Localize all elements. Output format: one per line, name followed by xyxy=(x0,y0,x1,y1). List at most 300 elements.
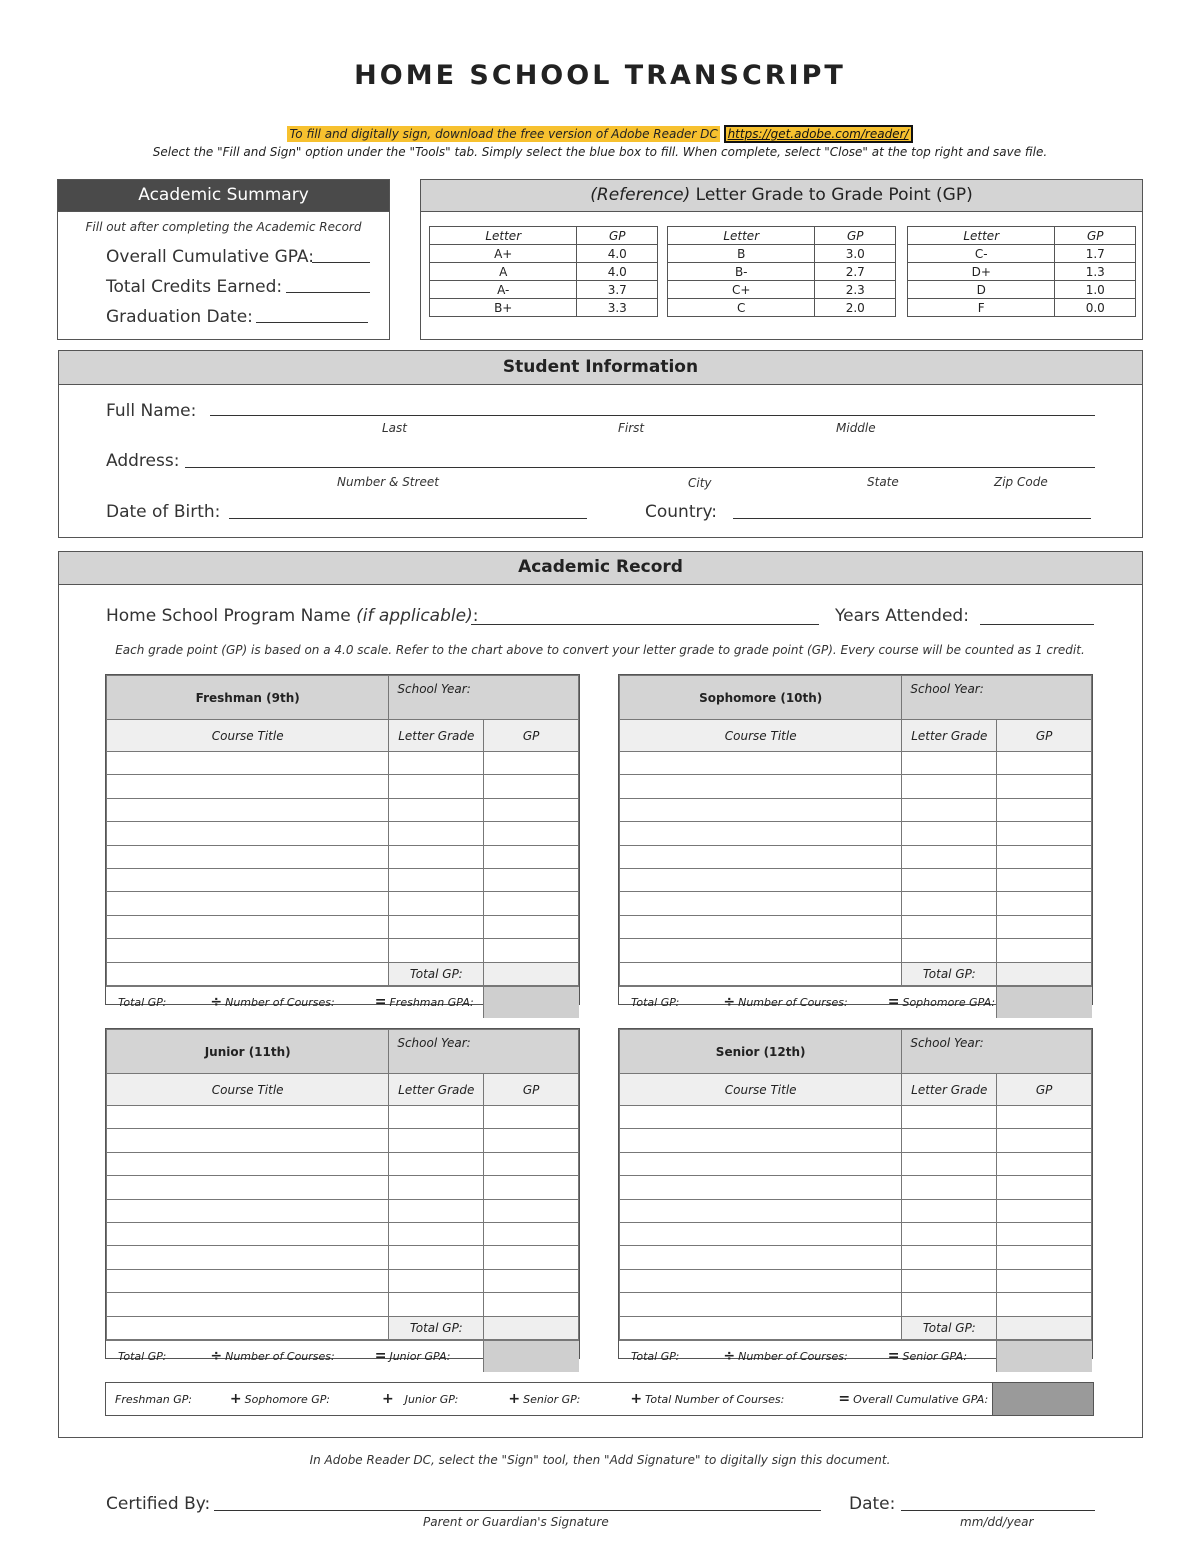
program-field[interactable] xyxy=(471,624,819,625)
year-table xyxy=(618,674,1093,1011)
table-row xyxy=(908,245,1136,263)
gp-header: GP xyxy=(997,1074,1092,1106)
letter-grade-cell[interactable] xyxy=(902,1199,997,1222)
table-row xyxy=(668,263,896,281)
school-year-field[interactable] xyxy=(389,1030,579,1074)
gp-cell[interactable] xyxy=(484,939,579,962)
letter-grade-cell[interactable] xyxy=(902,1293,997,1316)
divide-icon: ÷ xyxy=(210,994,223,1011)
reference-header xyxy=(421,180,1142,212)
graduation-label: Graduation Date: xyxy=(106,307,253,327)
course-title-cell[interactable] xyxy=(620,1269,902,1292)
course-title-cell[interactable] xyxy=(107,1176,389,1199)
table-row xyxy=(668,299,896,317)
school-year-label: School Year: xyxy=(397,1036,471,1050)
table-row xyxy=(620,822,1092,845)
gp-cell[interactable] xyxy=(484,822,579,845)
gp-cell[interactable] xyxy=(484,1199,579,1222)
cum-total-courses-label: Total Number of Courses: xyxy=(645,1392,785,1406)
letter-grade-cell[interactable] xyxy=(902,798,997,821)
table-row xyxy=(620,1269,1092,1292)
gp-cell[interactable] xyxy=(997,822,1092,845)
letter-grade-cell[interactable] xyxy=(389,1152,484,1175)
table-row xyxy=(908,263,1136,281)
year-table xyxy=(105,674,580,1011)
table-row xyxy=(620,1129,1092,1152)
street-sub: Number & Street xyxy=(337,475,439,489)
total-gp-label: Total GP: xyxy=(389,1316,484,1339)
gp-cell[interactable] xyxy=(484,1293,579,1316)
letter-grade-cell[interactable] xyxy=(902,1269,997,1292)
address-field[interactable] xyxy=(185,467,1095,468)
year-gpa-label: Sophomore GPA: xyxy=(902,995,996,1009)
gp-header: GP xyxy=(997,720,1092,752)
divide-icon: ÷ xyxy=(210,1348,223,1365)
program-label-colon: : xyxy=(472,606,479,626)
letter-grade-cell[interactable] xyxy=(902,939,997,962)
school-year-label: School Year: xyxy=(397,682,471,696)
year-gpa-label: Freshman GPA: xyxy=(389,995,474,1009)
course-title-cell[interactable] xyxy=(620,798,902,821)
gp-cell: 3.7 xyxy=(577,281,658,299)
gp-cell[interactable] xyxy=(997,798,1092,821)
gp-cell: 0.0 xyxy=(1055,299,1136,317)
blank-cell xyxy=(107,1316,389,1339)
gp-cell[interactable] xyxy=(997,1269,1092,1292)
gpa-label: Overall Cumulative GPA: xyxy=(106,247,314,267)
letter-grade-cell[interactable] xyxy=(902,1129,997,1152)
gp-cell[interactable] xyxy=(484,1176,579,1199)
letter-grade-cell[interactable] xyxy=(902,892,997,915)
overall-gpa-field[interactable] xyxy=(992,1383,1093,1415)
course-title-cell[interactable] xyxy=(107,822,389,845)
credits-field[interactable] xyxy=(286,292,370,293)
course-title-cell[interactable] xyxy=(107,1222,389,1245)
table-row xyxy=(107,798,579,821)
gp-cell[interactable] xyxy=(484,1106,579,1129)
course-title-cell[interactable] xyxy=(620,1176,902,1199)
course-title-cell[interactable] xyxy=(107,939,389,962)
total-gp-label: Total GP: xyxy=(389,962,484,985)
total-gp-label: Total GP: xyxy=(902,962,997,985)
course-title-cell[interactable] xyxy=(620,1199,902,1222)
year-gpa-label: Junior GPA: xyxy=(389,1349,451,1363)
table-row xyxy=(107,752,579,775)
academic-summary-box xyxy=(57,179,390,340)
cumulative-row xyxy=(105,1382,1094,1416)
school-year-field[interactable] xyxy=(902,1030,1092,1074)
gp-cell[interactable] xyxy=(484,868,579,891)
gp-cell[interactable] xyxy=(997,1152,1092,1175)
table-row xyxy=(107,822,579,845)
signature-note: In Adobe Reader DC, select the "Sign" tool, then "Add Signature" to digitally sign this document. xyxy=(309,1453,891,1467)
course-title-cell[interactable] xyxy=(107,845,389,868)
gp-cell: 2.3 xyxy=(815,281,896,299)
course-title-cell[interactable] xyxy=(620,1222,902,1245)
gp-col-header: GP xyxy=(577,227,658,245)
letter-grade-cell[interactable] xyxy=(902,775,997,798)
course-title-cell[interactable] xyxy=(107,915,389,938)
cum-freshman-label: Freshman GP: xyxy=(115,1392,192,1406)
gp-cell[interactable] xyxy=(997,1199,1092,1222)
year-name: Sophomore (10th) xyxy=(620,676,902,720)
course-title-cell[interactable] xyxy=(620,775,902,798)
gp-cell: 4.0 xyxy=(577,245,658,263)
letter-grade-header: Letter Grade xyxy=(902,1074,997,1106)
letter-grade-cell[interactable] xyxy=(389,752,484,775)
table-row xyxy=(107,1199,579,1222)
gp-cell[interactable] xyxy=(997,1246,1092,1269)
grade-point-note: Each grade point (GP) is based on a 4.0 scale. Refer to the chart above to convert your letter grade to grade point (GP). Every course will be counted as 1 credit. xyxy=(115,643,1085,657)
course-title-cell[interactable] xyxy=(620,915,902,938)
program-label xyxy=(106,606,478,626)
gp-cell[interactable] xyxy=(997,892,1092,915)
year-gpa-field[interactable] xyxy=(483,987,579,1018)
course-title-header: Course Title xyxy=(620,1074,902,1106)
letter-grade-cell[interactable] xyxy=(902,1106,997,1129)
table-row xyxy=(620,845,1092,868)
cum-senior-label: Senior GP: xyxy=(523,1392,581,1406)
adobe-reader-link[interactable]: https://get.adobe.com/reader/ xyxy=(724,125,913,143)
letter-cell: A- xyxy=(430,281,577,299)
gp-cell[interactable] xyxy=(997,1222,1092,1245)
letter-grade-cell[interactable] xyxy=(389,1246,484,1269)
year-name: Senior (12th) xyxy=(620,1030,902,1074)
table-row xyxy=(430,263,658,281)
total-gp-row xyxy=(107,962,579,985)
table-row xyxy=(668,245,896,263)
date-field[interactable] xyxy=(901,1510,1095,1511)
letter-grade-cell[interactable] xyxy=(389,915,484,938)
letter-cell: D xyxy=(908,281,1055,299)
school-year-label: School Year: xyxy=(910,682,984,696)
student-info-header: Student Information xyxy=(59,351,1142,385)
years-attended-field[interactable] xyxy=(980,624,1094,625)
letter-grade-header: Letter Grade xyxy=(389,720,484,752)
table-row xyxy=(620,939,1092,962)
reference-header-italic: (Reference) xyxy=(590,185,691,205)
instructions-line-2: Select the "Fill and Sign" option under the "Tools" tab. Simply select the blue box to fill. When complete, select "Close" at the top right and save file. xyxy=(152,145,1048,159)
table-row xyxy=(620,775,1092,798)
letter-grade-cell[interactable] xyxy=(389,1129,484,1152)
table-row xyxy=(620,1293,1092,1316)
total-gp-field[interactable] xyxy=(484,962,579,985)
table-row xyxy=(908,281,1136,299)
address-label: Address: xyxy=(106,451,180,471)
table-row xyxy=(107,1152,579,1175)
table-row xyxy=(620,1152,1092,1175)
year-gpa-field[interactable] xyxy=(996,1341,1092,1372)
program-label-text: Home School Program Name xyxy=(106,606,351,626)
course-title-cell[interactable] xyxy=(620,1152,902,1175)
letter-cell: F xyxy=(908,299,1055,317)
gp-cell[interactable] xyxy=(484,798,579,821)
letter-grade-cell[interactable] xyxy=(902,822,997,845)
letter-grade-cell[interactable] xyxy=(902,1246,997,1269)
middle-sub: Middle xyxy=(836,421,876,435)
country-field[interactable] xyxy=(733,518,1091,519)
year-gpa-row xyxy=(106,1340,579,1372)
year-gpa-field[interactable] xyxy=(996,987,1092,1018)
year-gpa-row xyxy=(619,1340,1092,1372)
course-title-cell[interactable] xyxy=(620,1293,902,1316)
year-table xyxy=(105,1028,580,1365)
table-row xyxy=(668,281,896,299)
table-row xyxy=(107,939,579,962)
school-year-label: School Year: xyxy=(910,1036,984,1050)
table-row xyxy=(107,1246,579,1269)
course-title-cell[interactable] xyxy=(620,822,902,845)
gp-cell: 2.7 xyxy=(815,263,896,281)
gp-cell[interactable] xyxy=(484,915,579,938)
table-row xyxy=(620,1176,1092,1199)
total-gp-row xyxy=(620,1316,1092,1339)
letter-grade-cell[interactable] xyxy=(902,845,997,868)
gp-cell: 3.3 xyxy=(577,299,658,317)
gp-cell[interactable] xyxy=(484,845,579,868)
course-title-cell[interactable] xyxy=(107,1129,389,1152)
academic-summary-note: Fill out after completing the Academic Record xyxy=(85,220,362,234)
gp-col-header: GP xyxy=(1055,227,1136,245)
gp-cell[interactable] xyxy=(997,1106,1092,1129)
letter-grade-cell[interactable] xyxy=(389,1176,484,1199)
course-title-cell[interactable] xyxy=(620,892,902,915)
course-title-cell[interactable] xyxy=(107,1106,389,1129)
page-title: HOME SCHOOL TRANSCRIPT xyxy=(354,60,846,91)
country-label: Country: xyxy=(645,502,718,522)
course-title-cell[interactable] xyxy=(107,892,389,915)
gp-cell[interactable] xyxy=(484,892,579,915)
gp-cell[interactable] xyxy=(997,1129,1092,1152)
school-year-field[interactable] xyxy=(389,676,579,720)
course-title-cell[interactable] xyxy=(107,1246,389,1269)
gp-cell: 4.0 xyxy=(577,263,658,281)
total-gp-label: Total GP: xyxy=(902,1316,997,1339)
course-title-cell[interactable] xyxy=(620,868,902,891)
letter-cell: A+ xyxy=(430,245,577,263)
dob-field[interactable] xyxy=(229,518,587,519)
letter-grade-cell[interactable] xyxy=(389,798,484,821)
grade-reference-table xyxy=(667,226,896,317)
letter-grade-cell[interactable] xyxy=(389,775,484,798)
gp-cell[interactable] xyxy=(997,775,1092,798)
letter-cell: D+ xyxy=(908,263,1055,281)
table-row xyxy=(430,299,658,317)
letter-grade-cell[interactable] xyxy=(389,939,484,962)
gp-cell[interactable] xyxy=(484,1129,579,1152)
letter-grade-cell[interactable] xyxy=(902,1222,997,1245)
letter-grade-cell[interactable] xyxy=(389,1106,484,1129)
year-gpa-row xyxy=(106,986,579,1018)
table-row xyxy=(107,1222,579,1245)
number-of-courses-label: Number of Courses: xyxy=(738,995,848,1009)
table-row xyxy=(620,1222,1092,1245)
instructions-text: To fill and digitally sign, download the free version of Adobe Reader DC xyxy=(289,127,718,141)
total-gp-row xyxy=(107,1316,579,1339)
plus-icon: + xyxy=(381,1391,394,1407)
table-row xyxy=(620,1106,1092,1129)
date-sub: mm/dd/year xyxy=(960,1515,1034,1529)
letter-grade-cell[interactable] xyxy=(389,892,484,915)
year-gpa-label: Senior GPA: xyxy=(902,1349,968,1363)
year-gpa-field[interactable] xyxy=(483,1341,579,1372)
foot-total-gp-label: Total GP: xyxy=(631,1349,680,1363)
reference-header-text: Letter Grade to Grade Point (GP) xyxy=(695,185,973,205)
gp-cell[interactable] xyxy=(484,1269,579,1292)
academic-record-header: Academic Record xyxy=(59,552,1142,585)
course-title-cell[interactable] xyxy=(620,1129,902,1152)
grade-reference-table xyxy=(429,226,658,317)
letter-grade-cell[interactable] xyxy=(902,868,997,891)
foot-total-gp-label: Total GP: xyxy=(118,1349,167,1363)
gp-cell[interactable] xyxy=(997,845,1092,868)
gp-col-header: GP xyxy=(815,227,896,245)
letter-cell: B- xyxy=(668,263,815,281)
letter-grade-cell[interactable] xyxy=(389,1269,484,1292)
cum-sophomore-label: Sophomore GP: xyxy=(244,1392,330,1406)
gp-cell[interactable] xyxy=(997,752,1092,775)
table-row xyxy=(620,915,1092,938)
grade-reference-table xyxy=(907,226,1136,317)
plus-icon: + xyxy=(508,1391,521,1407)
instructions-line-1 xyxy=(0,127,1200,141)
letter-grade-cell[interactable] xyxy=(902,1152,997,1175)
table-row xyxy=(107,1293,579,1316)
equals-icon: = xyxy=(374,1348,387,1365)
letter-grade-cell[interactable] xyxy=(902,752,997,775)
course-title-cell[interactable] xyxy=(620,1246,902,1269)
table-row xyxy=(107,775,579,798)
cum-junior-label: Junior GP: xyxy=(404,1392,459,1406)
year-table xyxy=(618,1028,1093,1365)
signature-sub: Parent or Guardian's Signature xyxy=(423,1515,609,1529)
equals-icon: = xyxy=(887,994,900,1011)
table-row xyxy=(620,892,1092,915)
gp-cell: 1.0 xyxy=(1055,281,1136,299)
blank-cell xyxy=(107,962,389,985)
course-title-cell[interactable] xyxy=(107,1269,389,1292)
year-name: Junior (11th) xyxy=(107,1030,389,1074)
date-label: Date: xyxy=(849,1494,896,1514)
gp-cell[interactable] xyxy=(484,775,579,798)
first-sub: First xyxy=(618,421,645,435)
certified-label: Certified By: xyxy=(106,1494,211,1514)
full-name-label: Full Name: xyxy=(106,401,197,421)
letter-cell: B xyxy=(668,245,815,263)
letter-grade-cell[interactable] xyxy=(902,915,997,938)
table-row xyxy=(620,1199,1092,1222)
gp-cell[interactable] xyxy=(997,1176,1092,1199)
gp-cell[interactable] xyxy=(997,915,1092,938)
gp-cell[interactable] xyxy=(997,1293,1092,1316)
total-gp-field[interactable] xyxy=(997,1316,1092,1339)
letter-grade-cell[interactable] xyxy=(389,1222,484,1245)
gp-cell[interactable] xyxy=(484,1222,579,1245)
gp-cell: 1.7 xyxy=(1055,245,1136,263)
course-title-cell[interactable] xyxy=(620,752,902,775)
gp-cell: 1.3 xyxy=(1055,263,1136,281)
foot-total-gp-label: Total GP: xyxy=(631,995,680,1009)
letter-col-header: Letter xyxy=(908,227,1055,245)
gp-cell[interactable] xyxy=(484,752,579,775)
year-name: Freshman (9th) xyxy=(107,676,389,720)
gp-cell[interactable] xyxy=(484,1246,579,1269)
letter-grade-cell[interactable] xyxy=(902,1176,997,1199)
course-title-header: Course Title xyxy=(620,720,902,752)
blank-cell xyxy=(620,962,902,985)
year-gpa-row xyxy=(619,986,1092,1018)
equals-icon: = xyxy=(838,1391,851,1407)
credits-label: Total Credits Earned: xyxy=(106,277,283,297)
cum-overall-label: Overall Cumulative GPA: xyxy=(853,1392,989,1406)
school-year-field[interactable] xyxy=(902,676,1092,720)
table-row xyxy=(107,915,579,938)
course-title-cell[interactable] xyxy=(107,1293,389,1316)
years-attended-label: Years Attended: xyxy=(835,606,969,626)
signature-field[interactable] xyxy=(214,1510,821,1511)
plus-icon: + xyxy=(229,1391,242,1407)
course-title-cell[interactable] xyxy=(107,798,389,821)
letter-cell: C+ xyxy=(668,281,815,299)
letter-grade-header: Letter Grade xyxy=(389,1074,484,1106)
table-row xyxy=(107,1269,579,1292)
table-row xyxy=(107,892,579,915)
dob-label: Date of Birth: xyxy=(106,502,221,522)
course-title-cell[interactable] xyxy=(107,775,389,798)
letter-cell: C- xyxy=(908,245,1055,263)
course-title-cell[interactable] xyxy=(107,1152,389,1175)
table-row xyxy=(107,868,579,891)
course-title-header: Course Title xyxy=(107,720,389,752)
student-info-box xyxy=(58,350,1143,538)
graduation-field[interactable] xyxy=(256,322,368,323)
equals-icon: = xyxy=(887,1348,900,1365)
gp-cell[interactable] xyxy=(997,868,1092,891)
number-of-courses-label: Number of Courses: xyxy=(225,995,335,1009)
gp-cell[interactable] xyxy=(997,939,1092,962)
letter-grade-cell[interactable] xyxy=(389,868,484,891)
table-row xyxy=(620,1246,1092,1269)
table-row xyxy=(908,299,1136,317)
reference-box xyxy=(420,179,1143,340)
course-title-cell[interactable] xyxy=(107,1199,389,1222)
gp-cell[interactable] xyxy=(484,1152,579,1175)
table-row xyxy=(107,1129,579,1152)
course-title-cell[interactable] xyxy=(620,1106,902,1129)
gpa-field[interactable] xyxy=(312,262,370,263)
course-title-cell[interactable] xyxy=(107,752,389,775)
course-title-cell[interactable] xyxy=(620,939,902,962)
last-sub: Last xyxy=(382,421,407,435)
letter-col-header: Letter xyxy=(668,227,815,245)
table-row xyxy=(430,281,658,299)
full-name-field[interactable] xyxy=(210,415,1095,416)
course-title-cell[interactable] xyxy=(107,868,389,891)
foot-total-gp-label: Total GP: xyxy=(118,995,167,1009)
course-title-cell[interactable] xyxy=(620,845,902,868)
letter-grade-cell[interactable] xyxy=(389,845,484,868)
letter-grade-cell[interactable] xyxy=(389,822,484,845)
equals-icon: = xyxy=(374,994,387,1011)
academic-summary-header: Academic Summary xyxy=(58,180,389,212)
letter-grade-cell[interactable] xyxy=(389,1199,484,1222)
zip-sub: Zip Code xyxy=(994,475,1048,489)
letter-cell: A xyxy=(430,263,577,281)
letter-grade-cell[interactable] xyxy=(389,1293,484,1316)
total-gp-field[interactable] xyxy=(997,962,1092,985)
letter-cell: B+ xyxy=(430,299,577,317)
total-gp-field[interactable] xyxy=(484,1316,579,1339)
